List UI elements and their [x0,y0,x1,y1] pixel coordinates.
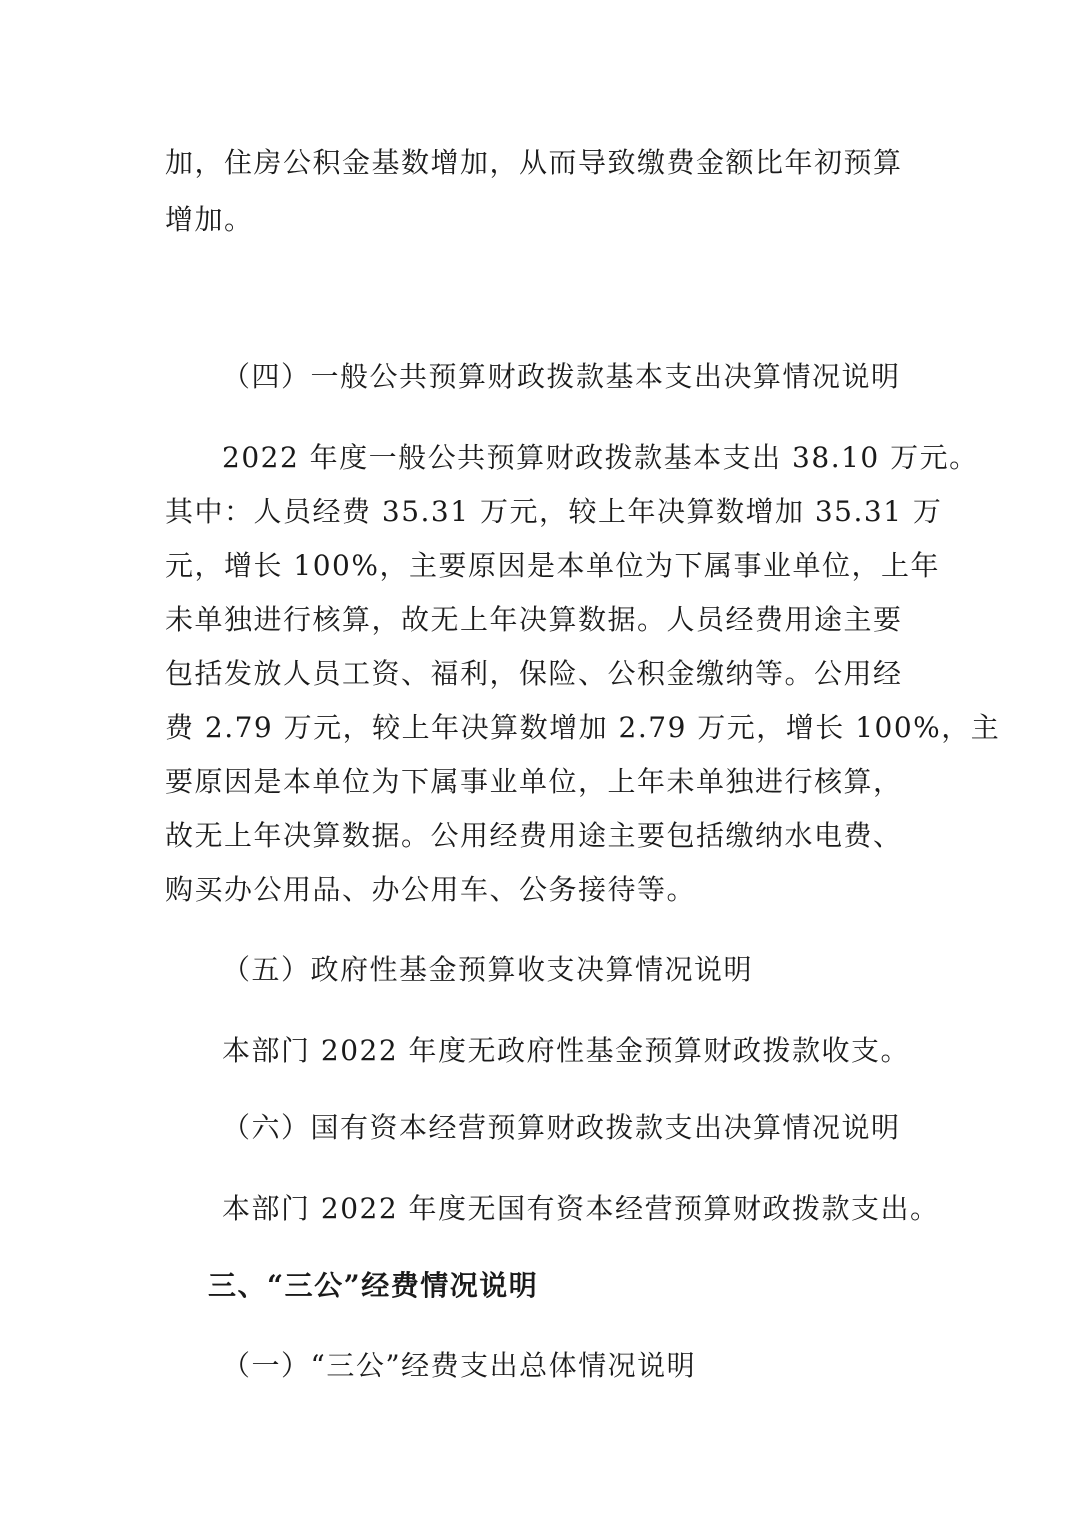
paragraph-line: 购买办公用品、办公用车、公务接待等。 [165,873,697,906]
paragraph-line: 加，住房公积金基数增加，从而导致缴费金额比年初预算 [165,146,903,179]
paragraph-line: 故无上年决算数据。公用经费用途主要包括缴纳水电费、 [165,819,903,852]
chapter-heading-3: 三、“三公”经费情况说明 [208,1269,539,1302]
section-heading-3-1: （一）“三公”经费支出总体情况说明 [222,1349,697,1382]
paragraph-line: 其中：人员经费 35.31 万元，较上年决算数增加 35.31 万 [165,495,943,528]
paragraph-line: 费 2.79 万元，较上年决算数增加 2.79 万元，增长 100%，主 [165,711,1001,744]
paragraph-line: 要原因是本单位为下属事业单位，上年未单独进行核算， [165,765,903,798]
paragraph-line: 本部门 2022 年度无国有资本经营预算财政拨款支出。 [222,1192,940,1225]
section-heading-6: （六）国有资本经营预算财政拨款支出决算情况说明 [222,1111,901,1144]
paragraph-line: 包括发放人员工资、福利，保险、公积金缴纳等。公用经 [165,657,903,690]
section-heading-5: （五）政府性基金预算收支决算情况说明 [222,953,754,986]
paragraph-line: 未单独进行核算，故无上年决算数据。人员经费用途主要 [165,603,903,636]
section-heading-4: （四）一般公共预算财政拨款基本支出决算情况说明 [222,360,901,393]
paragraph-line: 本部门 2022 年度无政府性基金预算财政拨款收支。 [222,1034,911,1067]
paragraph-line: 元，增长 100%，主要原因是本单位为下属事业单位，上年 [165,549,940,582]
paragraph-line: 2022 年度一般公共预算财政拨款基本支出 38.10 万元。 [222,441,979,474]
paragraph-line: 增加。 [165,203,254,236]
